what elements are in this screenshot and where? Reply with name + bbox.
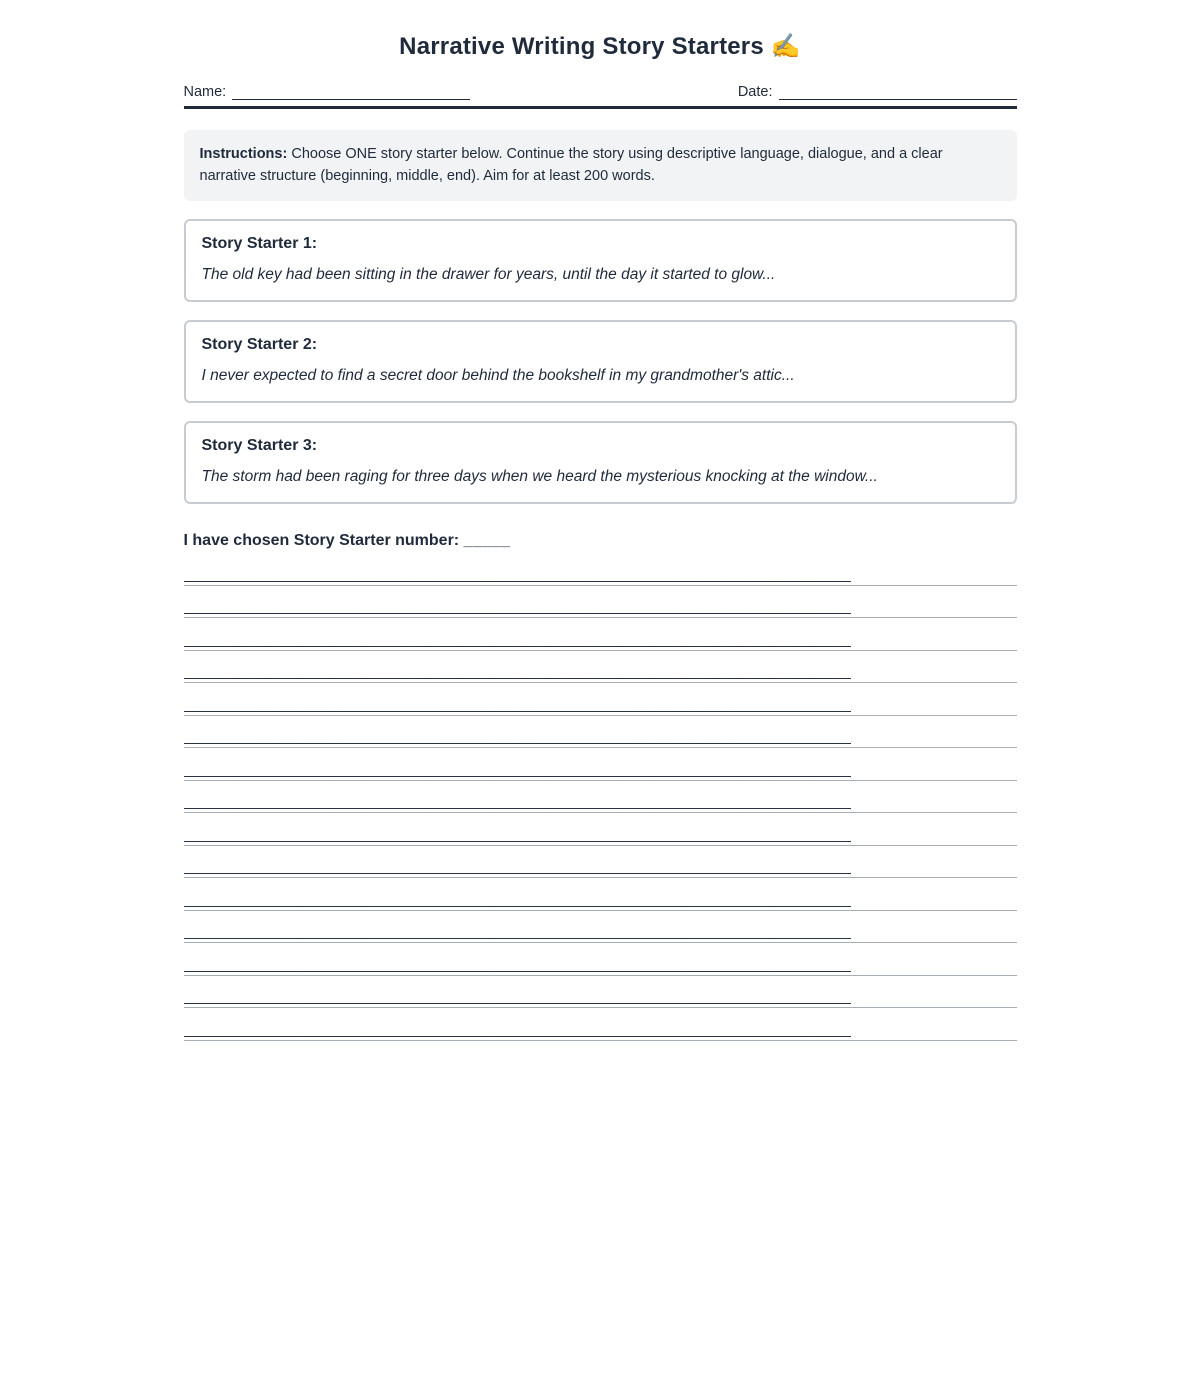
story-starter-3-box — [184, 421, 1017, 504]
writing-line — [184, 598, 1017, 618]
story-starter-1-text: The old key had been sitting in the drawer for years, until the day it started to glow... — [201, 265, 776, 283]
name-blank-line — [232, 84, 470, 100]
writing-line — [184, 923, 1017, 943]
writing-line — [184, 663, 1017, 683]
writing-line — [184, 826, 1017, 846]
writing-line — [184, 696, 1017, 716]
instructions-label: Instructions: — [199, 146, 288, 162]
writing-line-underscores: ________________________________________________________________________________ — [183, 955, 851, 973]
writing-line-underscores: ________________________________________________________________________________ — [183, 728, 851, 746]
writing-line — [184, 631, 1017, 651]
story-starter-2-text: I never expected to find a secret door behind the bookshelf in my grandmother's attic... — [201, 366, 795, 384]
writing-line — [184, 728, 1017, 748]
writing-line-underscores: ________________________________________________________________________________ — [183, 793, 851, 811]
name-field — [184, 84, 471, 100]
writing-line-underscores: ________________________________________________________________________________ — [183, 1020, 851, 1038]
date-label: Date: — [737, 84, 773, 100]
story-starter-3-heading: Story Starter 3: — [201, 436, 318, 454]
writing-line — [184, 858, 1017, 878]
chosen-blank: _____ — [463, 531, 511, 549]
story-starter-1-box — [184, 219, 1017, 302]
name-label: Name: — [183, 84, 227, 100]
story-starter-1-heading: Story Starter 1: — [201, 234, 318, 252]
writing-line-underscores: ________________________________________________________________________________ — [183, 890, 851, 908]
instructions-box — [184, 130, 1017, 201]
writing-line — [184, 956, 1017, 976]
instructions-text: Choose ONE story starter below. Continue the story using descriptive language, dialogue, and a clear narrative structure (beginning, middle, end). Aim for at least 200 words. — [199, 146, 943, 185]
story-starter-2-heading: Story Starter 2: — [201, 335, 318, 353]
writing-line — [184, 793, 1017, 813]
writing-line-underscores: ________________________________________________________________________________ — [183, 565, 851, 583]
date-field — [738, 84, 1017, 100]
writing-line-underscores: ________________________________________________________________________________ — [183, 988, 851, 1006]
page-title: Narrative Writing Story Starters ✍️ — [399, 33, 801, 60]
chosen-prompt — [184, 532, 1017, 550]
story-starter-2-box — [184, 320, 1017, 403]
writing-line — [184, 566, 1017, 586]
writing-line-underscores: ________________________________________________________________________________ — [183, 825, 851, 843]
writing-line-underscores: ________________________________________________________________________________ — [183, 923, 851, 941]
writing-line — [184, 988, 1017, 1008]
name-date-row — [184, 84, 1017, 100]
writing-line-underscores: ________________________________________________________________________________ — [183, 598, 851, 616]
writing-line — [184, 891, 1017, 911]
date-blank-line — [779, 84, 1017, 100]
writing-line — [184, 1021, 1017, 1041]
writing-line-underscores: ________________________________________________________________________________ — [183, 858, 851, 876]
writing-line-underscores: ________________________________________________________________________________ — [183, 663, 851, 681]
chosen-label: I have chosen Story Starter number: — [183, 531, 464, 549]
writing-line-underscores: ________________________________________________________________________________ — [183, 760, 851, 778]
writing-line-underscores: ________________________________________________________________________________ — [183, 630, 851, 648]
worksheet-page — [184, 0, 1017, 1041]
writing-line — [184, 761, 1017, 781]
writing-lines — [184, 566, 1017, 1041]
writing-line-underscores: ________________________________________________________________________________ — [183, 695, 851, 713]
header-rule — [184, 106, 1017, 109]
story-starter-3-text: The storm had been raging for three days when we heard the mysterious knocking at the window... — [201, 467, 878, 485]
